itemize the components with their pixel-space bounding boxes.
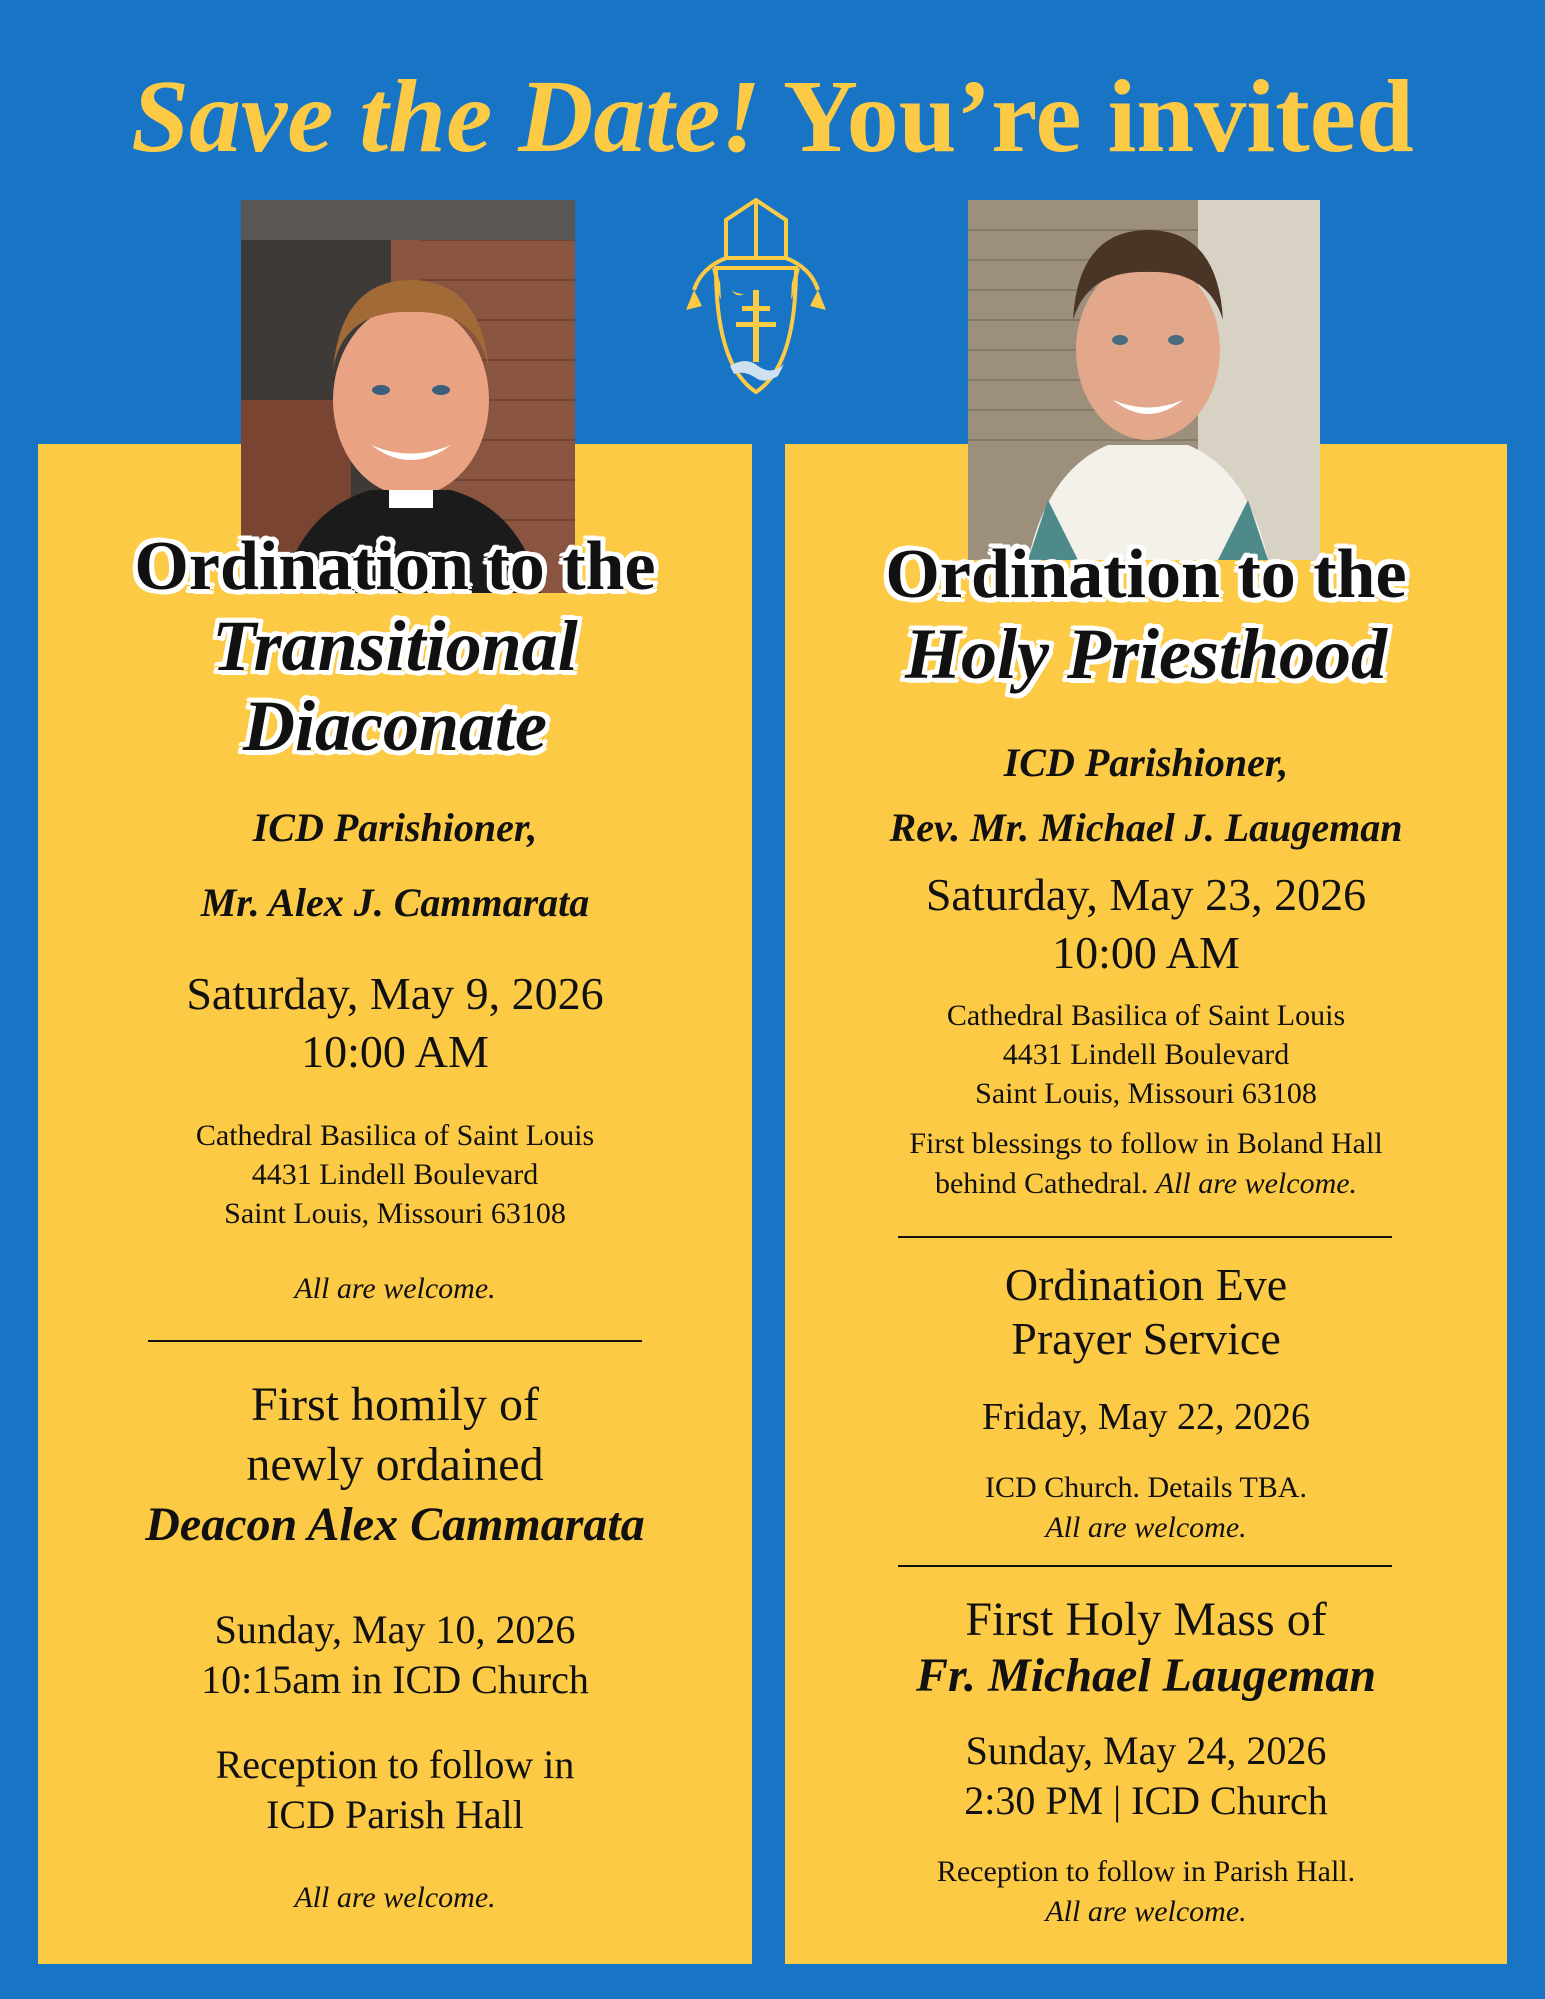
left-homily-block: [38, 1375, 752, 1555]
page-headline: [0, 52, 1545, 182]
right-blessing-line2: behind Cathedral.: [934, 1167, 1149, 1200]
right-mass-title: [785, 1592, 1507, 1704]
portrait-right-svg: [968, 200, 1320, 560]
right-eve-info: [785, 1468, 1507, 1548]
right-eve-line2: Prayer Service: [1011, 1313, 1281, 1364]
right-title-line2: Holy Priesthood: [905, 614, 1387, 694]
right-eve-welcome: All are welcome.: [1045, 1511, 1247, 1544]
right-venue: Cathedral Basilica of Saint Louis: [946, 999, 1346, 1032]
right-mass-time: 2:30 PM | ICD Church: [964, 1778, 1328, 1823]
right-mass-reception-block: [785, 1852, 1507, 1932]
right-time: 10:00 AM: [1052, 927, 1240, 978]
left-reception-line2: ICD Parish Hall: [266, 1792, 524, 1837]
right-mass-when: [785, 1726, 1507, 1826]
left-homily-date: Sunday, May 10, 2026: [214, 1607, 576, 1652]
left-title-line2: Transitional: [212, 606, 578, 686]
left-parishioner: ICD Parishioner,: [252, 805, 538, 850]
right-blessing-line2-row: [785, 1164, 1507, 1204]
left-date: Saturday, May 9, 2026: [186, 968, 604, 1019]
save-the-date-text: Save the Date!: [131, 59, 761, 174]
right-date: Saturday, May 23, 2026: [925, 869, 1367, 920]
right-eve-date: Friday, May 22, 2026: [982, 1396, 1310, 1438]
portrait-photo-right: [968, 200, 1320, 560]
left-address1: 4431 Lindell Boulevard: [251, 1158, 539, 1191]
left-welcome2: All are welcome.: [294, 1881, 496, 1914]
left-reception: [38, 1740, 752, 1840]
left-venue: Cathedral Basilica of Saint Louis: [195, 1119, 595, 1152]
right-datetime: [785, 866, 1507, 982]
invited-text: You’re invited: [783, 59, 1414, 174]
right-address2: Saint Louis, Missouri 63108: [975, 1077, 1317, 1110]
right-blessing-welcome: All are welcome.: [1155, 1167, 1358, 1200]
left-name: Mr. Alex J. Cammarata: [200, 880, 590, 925]
right-mass-reception: Reception to follow in Parish Hall.: [936, 1855, 1356, 1888]
right-eve-title: [785, 1258, 1507, 1366]
archdiocese-crest-icon: [686, 198, 826, 398]
right-eve-line1: Ordination Eve: [1004, 1259, 1288, 1310]
right-mass-date: Sunday, May 24, 2026: [965, 1728, 1327, 1773]
left-homily-line3: Deacon Alex Cammarata: [145, 1498, 645, 1551]
right-address1: 4431 Lindell Boulevard: [1002, 1038, 1290, 1071]
right-mass-line1: First Holy Mass of: [965, 1593, 1327, 1646]
left-address2: Saint Louis, Missouri 63108: [224, 1197, 566, 1230]
left-divider: [148, 1340, 642, 1342]
right-mass-line2: Fr. Michael Laugeman: [915, 1649, 1377, 1702]
right-name: Rev. Mr. Michael J. Laugeman: [889, 805, 1403, 850]
left-reception-line1: Reception to follow in: [215, 1742, 575, 1787]
left-time: 10:00 AM: [301, 1026, 489, 1077]
right-blessing-line1: First blessings to follow in Boland Hall: [909, 1127, 1383, 1160]
left-homily-time: 10:15am in ICD Church: [201, 1657, 589, 1702]
left-title-line3: Diaconate: [243, 686, 547, 766]
left-title-line1: Ordination to the: [134, 528, 656, 605]
left-datetime: [38, 965, 752, 1081]
right-parishioner: ICD Parishioner,: [1003, 740, 1289, 785]
left-homily-line1: First homily of: [250, 1378, 540, 1431]
left-venue-block: [38, 1116, 752, 1233]
left-title: [38, 528, 752, 766]
right-mass-welcome: All are welcome.: [1045, 1895, 1247, 1928]
right-blessings: [785, 1124, 1507, 1204]
right-venue-block: [785, 996, 1507, 1113]
right-divider-1: [898, 1236, 1392, 1238]
right-title-line1: Ordination to the: [885, 536, 1407, 613]
right-eve-details: ICD Church. Details TBA.: [985, 1471, 1307, 1504]
left-homily-when: [38, 1605, 752, 1705]
right-divider-2: [898, 1565, 1392, 1567]
left-welcome1: All are welcome.: [294, 1272, 496, 1305]
right-title: [785, 536, 1507, 694]
left-homily-line2: newly ordained: [246, 1438, 544, 1491]
